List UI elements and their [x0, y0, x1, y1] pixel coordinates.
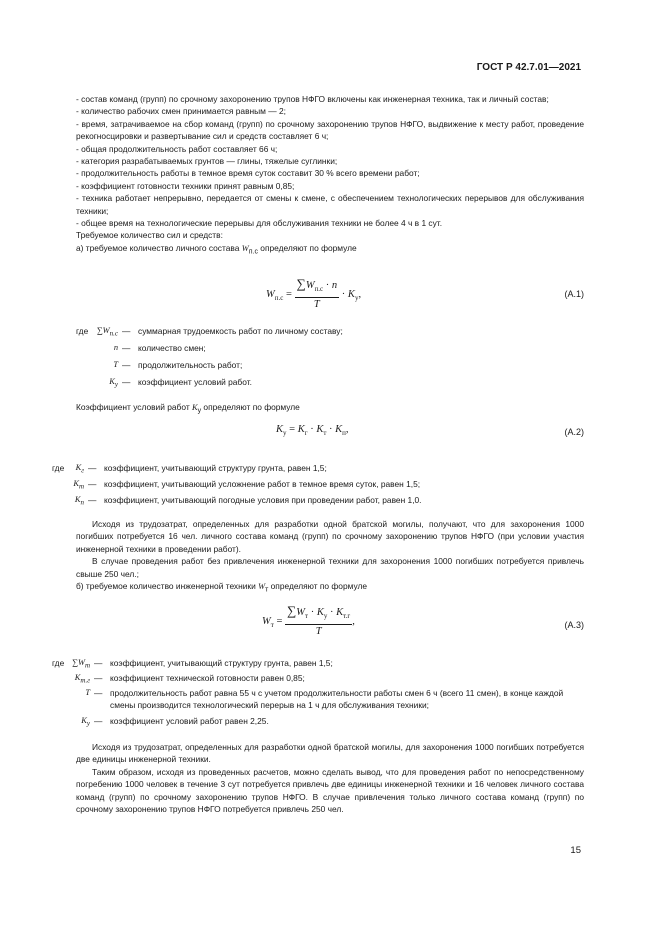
item-a: а) требуемое количество личного состава $W_{п.с}$ определяют по формуле [76, 242, 357, 256]
conditions-list [76, 93, 584, 259]
document-header: ГОСТ Р 42.7.01—2021 [476, 62, 581, 73]
results-text [76, 518, 584, 597]
legend-a3: где $\sum W_т$ — коэффициент, учитывающий структуру грунта, равен 1,5; $K_{т.г}$ — коэффициент технической готовности равен 0,85; T — продолжительность работ равна 55 ч с учетом продолжительности работы смен 6 ч (всего 11 смен), в конце каждой смены производится технологический перерыв на 1 ч для обслуживания техники; $K_у$ — коэффициент условий работ равен 2,25. [52, 658, 564, 728]
conclusion-text [76, 741, 584, 815]
paragraph: В случае проведения работ без привлечения инженерной техники для захоронения 1000 погибших потребуется привлечь свыше 250 чел.; [76, 556, 584, 579]
formula-a2 [76, 424, 584, 444]
legend-a2: где $K_г$ — коэффициент, учитывающий структуру грунта, равен 1,5; $K_т$ — коэффициент, учитывающий усложнение работ в темное время суток, равен 1,5; $K_п$ — коэффициент, учитывающий погодные условия при проведении работ, равен 1,0. [52, 463, 422, 507]
formula-a2-number: (А.2) [564, 427, 584, 437]
condition-item: Требуемое количество сил и средств: [76, 230, 223, 241]
condition-item: - состав команд (групп) по срочному захоронению трупов НФГО включены как инженерная техника, так и личный состав; [76, 94, 549, 104]
item-b: б) требуемое количество инженерной техники $W_т$ определяют по формуле [76, 581, 368, 594]
condition-item: - общее время на технологические перерывы для обслуживания техники не более 4 ч в 1 сут. [76, 218, 443, 229]
coef-intro: Коэффициент условий работ $K_у$ определяют по формуле [76, 402, 300, 415]
condition-item: - техника работает непрерывно, передается от смены к смене, с обеспечением технологических перерывов для обслуживания техники; [76, 193, 584, 216]
page-number: 15 [570, 845, 581, 856]
legend-a1: где $\sum W_{п.с}$ — суммарная трудоемкость работ по личному составу; n — количество смен; T — продолжительность работ; $K_у$ — коэффициент условий работ. [76, 326, 343, 389]
formula-a3 [76, 605, 584, 639]
formula-a3-number: (А.3) [564, 620, 584, 630]
formula-a3-expression: $W_т$ = $\frac{\sum W_т \cdot K_у \cdot K_{т.г}}{T}$ , [262, 603, 355, 637]
paragraph: Таким образом, исходя из проведенных расчетов, можно сделать вывод, что для проведения работ по непосредственному погребению 1000 человек в течение 3 сут потребуется привлечь две единицы инженерной техники и 16 человек личного состава команд (групп) по срочному захоронению трупов НФГО. В случае привлечения только личного состава команд (групп) по срочному захоронению трупов НФГО потребуется привлечь 250 чел. [76, 766, 584, 815]
condition-item: - коэффициент готовности техники принят равным 0,85; [76, 180, 295, 191]
condition-item: - категория разрабатываемых грунтов — глины, тяжелые суглинки; [76, 156, 338, 167]
condition-item: - продолжительность работы в темное время суток составит 30 % всего времени работ; [76, 168, 420, 179]
formula-a1-number: (А.1) [564, 289, 584, 299]
formula-a2-expression: $K_у = K_г \cdot K_т \cdot K_п$, [276, 424, 349, 438]
paragraph: Исходя из трудозатрат, определенных для разработки одной братской могилы, для захоронения 1000 погибших потребуется две единицы инженерной техники. [76, 742, 584, 765]
condition-item: - количество рабочих смен принимается равным — 2; [76, 106, 286, 117]
formula-a1-expression: $W_{п.с}$ = $\frac{\sum W_{п.с} \cdot n}{T}$ · $K_у$, [266, 276, 362, 310]
condition-item: - общая продолжительность работ составляет 66 ч; [76, 143, 278, 154]
paragraph: Исходя из трудозатрат, определенных для разработки одной братской могилы, получают, что для захоронения 1000 погибших потребуется 16 чел. личного состава команд (групп) по срочному захоронению трупов НФГО (при условии участия инженерной техники в проведении работ). [76, 519, 584, 554]
formula-a1 [76, 278, 584, 312]
condition-item: - время, затрачиваемое на сбор команд (групп) по срочному захоронению трупов НФГО, выдвижение к месту работ, проведение рекогносцировки и развертывание сил и средств составляет 6 ч; [76, 118, 584, 142]
